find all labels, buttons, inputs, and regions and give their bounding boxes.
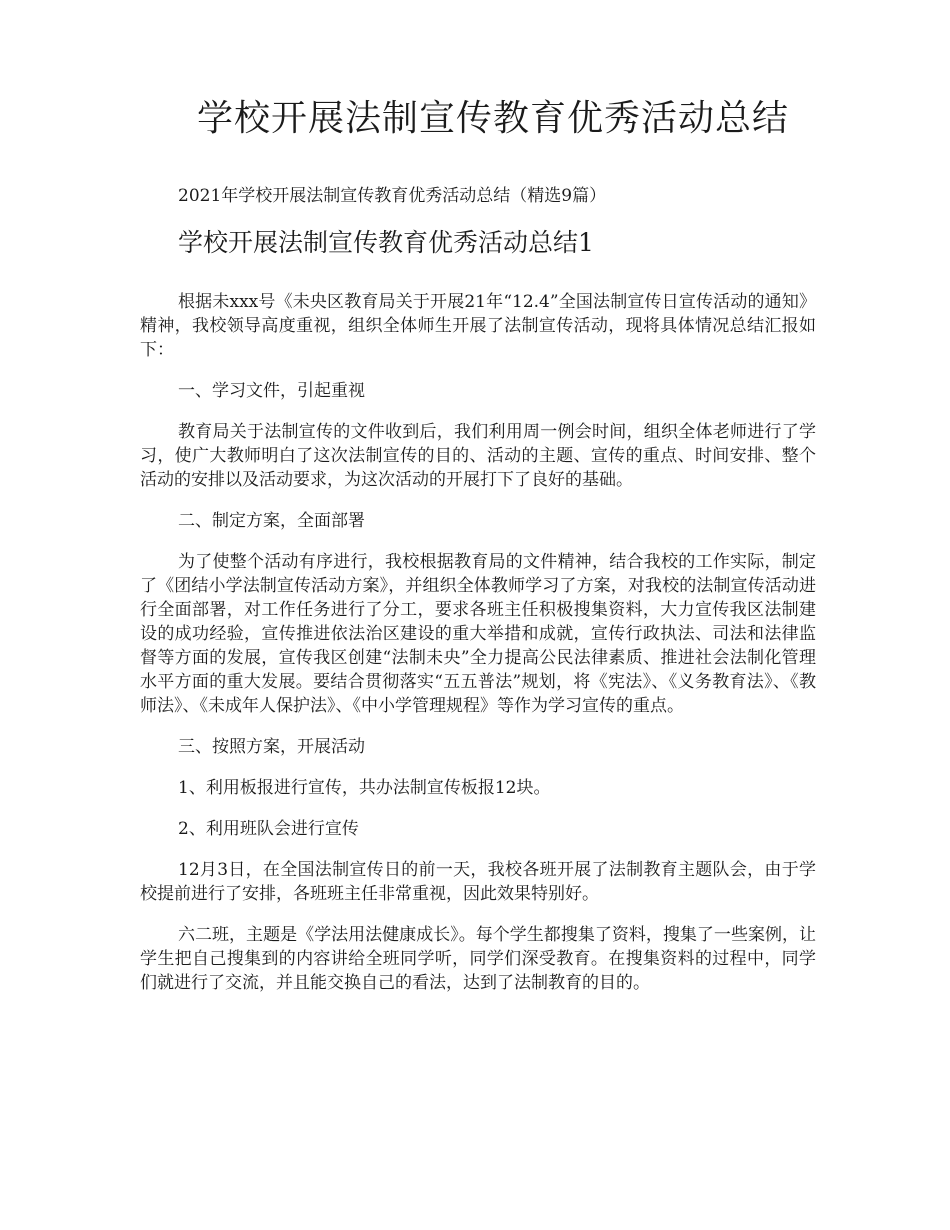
subheading-study-documents: 一、学习文件，引起重视 bbox=[178, 381, 365, 401]
paragraph-dec-3: 12月3日，在全国法制宣传日的前一天，我校各班开展了法制教育主题队会，由于学校提前进行了安排，各班班主任非常重视，因此效果特别好。 bbox=[140, 860, 816, 904]
document-body bbox=[140, 290, 816, 1012]
list-item-class-meeting: 2、利用班队会进行宣传 bbox=[178, 819, 359, 839]
document-title: 学校开展法制宣传教育优秀活动总结 bbox=[196, 98, 789, 139]
subheading-carry-out: 三、按照方案，开展活动 bbox=[178, 737, 365, 757]
paragraph-intro: 根据未xxx号《未央区教育局关于开展21年“12.4”全国法制宣传日宣传活动的通知》精神，我校领导高度重视，组织全体师生开展了法制宣传活动，现将具体情况总结汇报如下： bbox=[140, 292, 816, 360]
list-item-blackboard: 1、利用板报进行宣传，共办法制宣传板报12块。 bbox=[178, 778, 551, 798]
document-subtitle: 2021年学校开展法制宣传教育优秀活动总结（精选9篇） bbox=[178, 186, 607, 206]
paragraph-study-documents: 教育局关于法制宣传的文件收到后，我们利用周一例会时间，组织全体老师进行了学习，使广大教师明白了这次法制宣传的目的、活动的主题、宣传的重点、时间安排、整个活动的安排以及活动要求，为这次活动的开展打下了良好的基础。 bbox=[140, 422, 816, 490]
paragraph-class-six-two: 六二班，主题是《学法用法健康成长》。每个学生都搜集了资料，搜集了一些案例，让学生把自己搜集到的内容讲给全班同学听，同学们深受教育。在搜集资料的过程中，同学们就进行了交流，并且能交换自己的看法，达到了法制教育的目的。 bbox=[140, 925, 816, 993]
section-heading: 学校开展法制宣传教育优秀活动总结1 bbox=[178, 228, 594, 257]
paragraph-make-plan: 为了使整个活动有序进行，我校根据教育局的文件精神，结合我校的工作实际，制定了《团结小学法制宣传活动方案》，并组织全体教师学习了方案，对我校的法制宣传活动进行全面部署，对工作任务进行了分工，要求各班主任积极搜集资料，大力宣传我区法制建设的成功经验，宣传推进依法治区建设的重大举措和成就，宣传行政执法、司法和法律监督等方面的发展，宣传我区创建“法制未央”全力提高公民法律素质、推进社会法制化管理水平方面的重大发展。要结合贯彻落实“五五普法”规划，将《宪法》、《义务教育法》、《教师法》、《未成年人保护法》、《中小学管理规程》等作为学习宣传的重点。 bbox=[140, 552, 816, 716]
subheading-make-plan: 二、制定方案，全面部署 bbox=[178, 511, 365, 531]
